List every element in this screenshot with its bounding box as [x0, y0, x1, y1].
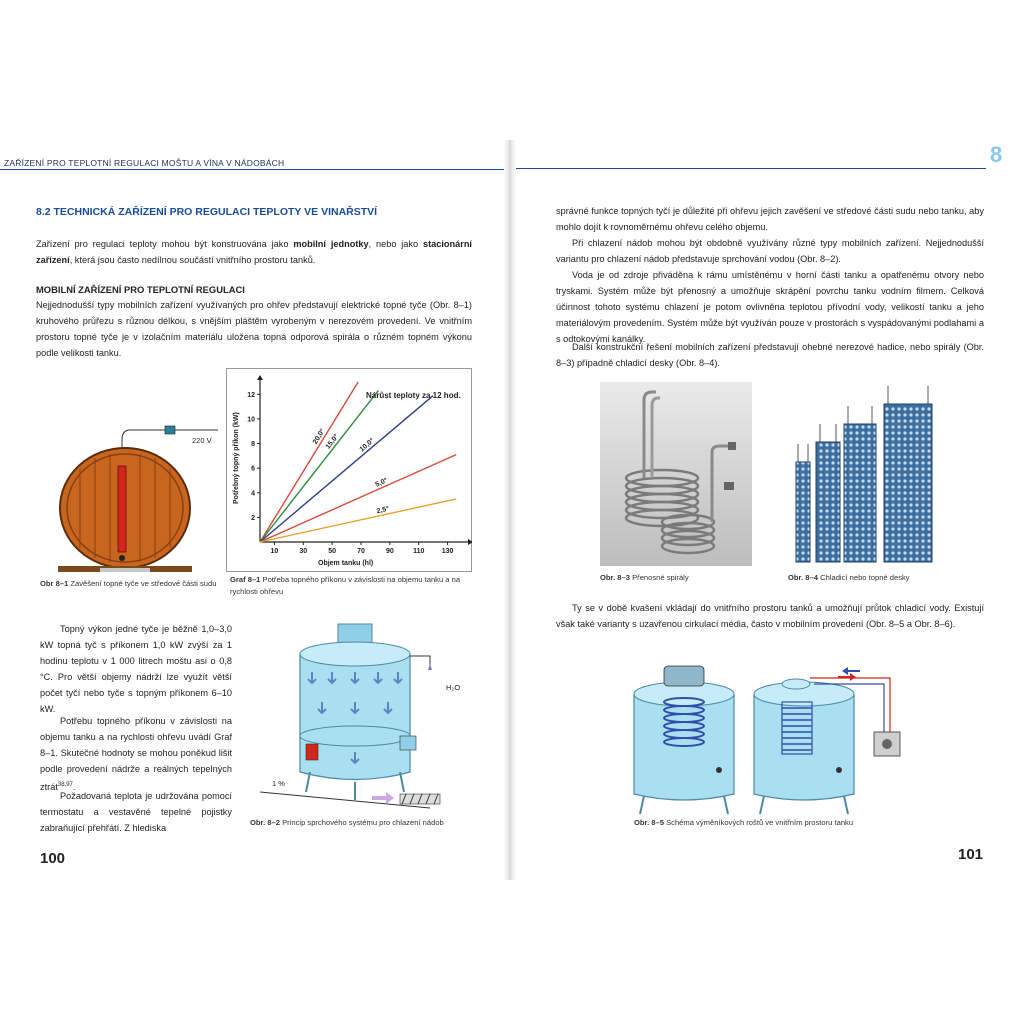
fig5-caption-label: Obr. 8–5: [634, 818, 664, 827]
fig4-caption-label: Obr. 8–4: [788, 573, 818, 582]
page-number-right: 101: [958, 846, 984, 863]
chart-title: Nárůst teploty za 12 hod.: [366, 391, 461, 400]
paragraph-heating-rods: Nejjednodušší typy mobilních zařízení využívaných pro ohřev představují elektrické topné tyče (Obr. 8–1) kruhového průřezu s různou délkou, s vnějším pláštěm vyrobeným v nerezovém provedení. Ve vnitřním prostoru topné tyče je v izolačním materiálu uložena topná odporová spirála o různém topném výkonu podle velikosti tanku.: [36, 300, 472, 358]
fig1-caption-label: Obr 8–1: [40, 579, 69, 588]
heating-power-chart: [226, 368, 472, 572]
series-label: 20,0°: [312, 427, 327, 446]
header-rule-left: [0, 169, 504, 170]
x-tick-label: 50: [328, 548, 337, 555]
slope-label: 1 %: [272, 779, 285, 788]
intro-bold-mobile: mobilní jednotky: [293, 239, 369, 249]
fig2-caption-label: Obr. 8–2: [250, 818, 280, 827]
fig3-caption: [600, 572, 750, 584]
fig2-caption-text: Princip sprchového systému pro chlazení nádob: [279, 818, 444, 827]
paragraph-rod-power: Topný výkon jedné tyče je běžně 1,0–3,0 kW topná tyč s příkonem 1,0 kW zvýší za 1 hodinu teplotu v 1 000 litrech moštu asi o 0,8 °C. Pro větší objemy nádrží lze využít větší počet tyčí nebo tyče s topným příkonem 6–10 kW.: [40, 624, 232, 714]
series-label: 10,0°: [358, 437, 376, 454]
running-head: ZAŘÍZENÍ PRO TEPLOTNÍ REGULACI MOŠTU A VÍNA V NÁDOBÁCH: [4, 158, 285, 168]
fig3-caption-label: Obr. 8–3: [600, 573, 630, 582]
portable-spirals-photo: [600, 382, 752, 566]
section-title: 8.2 TECHNICKÁ ZAŘÍZENÍ PRO REGULACI TEPLOTY VE VINAŘSTVÍ: [36, 206, 378, 218]
chart-x-label: Objem tanku (hl): [318, 560, 374, 567]
series-label: 15,0°: [324, 433, 341, 451]
series-label: 5,0°: [374, 477, 389, 489]
intro-text-1: Zařízení pro regulaci teploty mohou být konstruována jako: [36, 239, 294, 249]
paragraph-hoses-plates: Další konstrukční řešení mobilních zařízení představují ohebné nerezové hadice, nebo spirály (Obr. 8–3) případně chladicí desky (Obr. 8–4).: [556, 342, 984, 368]
y-tick-label: 12: [247, 391, 255, 399]
chart-y-label: Potřebný topný příkon (kW): [233, 412, 240, 504]
y-tick-label: 8: [251, 441, 255, 449]
fig3-caption-text: Přenosné spirály: [629, 573, 689, 582]
graph1-caption-text: Potřeba topného příkonu v závislosti na objemu tanku a na rychlosti ohřevu: [230, 575, 461, 596]
y-tick-label: 2: [251, 514, 255, 522]
paragraph-cooling-mobile: Při chlazení nádob mohou být obdobně využívány různé typy mobilních zařízení. Nejjednodušší variantu pro chlazení nádob představuje sprchování vodou (Obr. 8–2).: [556, 238, 984, 264]
y-tick-label: 4: [251, 490, 255, 498]
barrel-heater-figure: [40, 418, 220, 578]
graph1-caption-label: Graf 8–1: [230, 575, 261, 584]
fig5-caption-text: Schéma výměníkových roštů ve vnitřním prostoru tanku: [663, 818, 854, 827]
paragraph-rod-placement: správné funkce topných tyčí je důležité při ohřevu jejich zavěšení ve středové části sudu nebo tanku, aby mohlo dojít k rovnoměrnému ohřevu celého objemu.: [556, 206, 984, 232]
x-tick-label: 130: [441, 548, 454, 555]
fig4-caption-text: Chladicí nebo topné desky: [817, 573, 910, 582]
h2o-label: H₂O: [446, 683, 461, 692]
x-tick-label: 110: [413, 548, 425, 555]
sprinkler-tank-figure: [260, 622, 480, 816]
paragraph-water-frame: Voda je od zdroje přiváděna k rámu umístěnému v horní části tanku a opatřenému otvory nebo tryskami. Systém může být přenosný a umožňuje skrápění povrchu tanku vodním filmem. Celková účinnost tohoto systému chlazení je potom ovlivněna teplotou přívodní vody, velikostí tanku a jeho materiálovým provedením. Systém může být využíván pouze v prostorách s vyspádovanými podlahami a s odtokovými kanálky.: [556, 270, 984, 344]
heat-exchanger-tanks-figure: [624, 654, 914, 816]
intro-paragraph: [36, 236, 472, 268]
intro-text-3: , která jsou často nedílnou součástí vnitřního prostoru tanků.: [69, 255, 316, 265]
power-demand-text: Potřebu topného příkonu v závislosti na objemu tanku a na rychlosti ohřevu uvádí Graf 8–1. Skutečné hodnoty se mohou poněkud lišit podle provedení nádrže a reálných tepelných ztrát: [40, 716, 232, 793]
page-number-left: 100: [40, 850, 66, 867]
x-tick-label: 10: [270, 548, 279, 555]
fig5-caption: [634, 817, 934, 829]
y-tick-label: 10: [247, 416, 255, 424]
fig4-caption: [788, 572, 968, 584]
x-tick-label: 90: [385, 548, 394, 555]
subsection-title: MOBILNÍ ZAŘÍZENÍ PRO TEPLOTNÍ REGULACI: [36, 284, 245, 295]
fig1-caption: [40, 578, 230, 590]
voltage-label: 220 V: [192, 436, 212, 445]
header-rule-right: [516, 168, 986, 169]
x-tick-label: 70: [357, 548, 365, 555]
fig1-caption-text: Zavěšení topné tyče ve středové části sudu: [68, 579, 217, 588]
paragraph-power-demand: [40, 713, 232, 795]
graph1-caption: [230, 574, 476, 598]
paragraph-thermostat: Požadovaná teplota je udržována pomocí termostatu a vestavěné tepelné pojistky zabraňující přehřátí. Z hlediska: [40, 791, 232, 833]
book-gutter: [504, 140, 516, 880]
paragraph-circulation: Ty se v době kvašení vkládají do vnitřního prostoru tanků a umožňují průtok chladicí vody. Existují však také varianty s uzavřenou cirkulací média, často v mobilním provedení (Obr. 8–5 a Obr. 8–6).: [556, 603, 984, 629]
reference-superscript: 38,97: [57, 782, 73, 788]
intro-bold-stationary: stacionární zařízení: [36, 239, 472, 265]
fig2-caption: [250, 817, 490, 829]
series-label: 2,5°: [376, 505, 390, 516]
chapter-number: 8: [990, 142, 1003, 167]
intro-text-2: , nebo jako: [368, 239, 423, 249]
y-tick-label: 6: [251, 465, 255, 473]
cooling-plates-figure: [788, 382, 948, 566]
x-tick-label: 30: [299, 548, 308, 555]
power-demand-end: .: [72, 782, 76, 793]
